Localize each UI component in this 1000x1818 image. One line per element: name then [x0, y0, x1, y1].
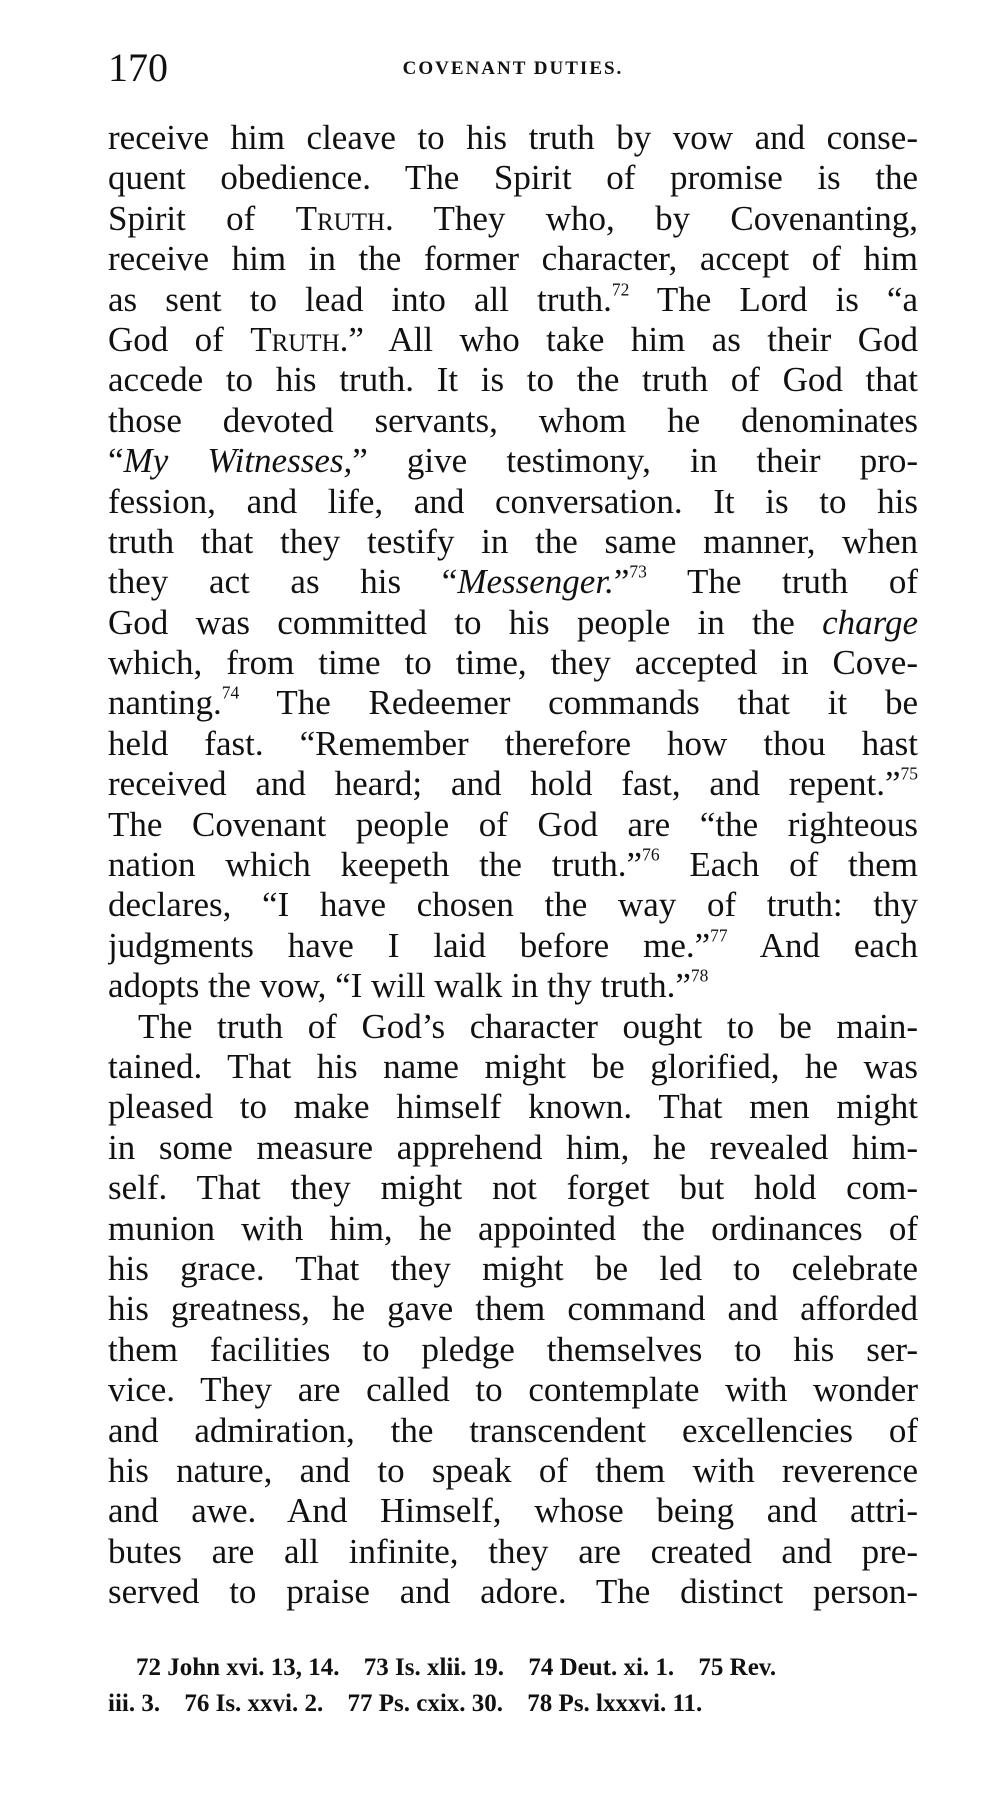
footnote-77: 77 Ps. cxix. 30. — [347, 1690, 504, 1717]
footnote-line — [108, 1686, 918, 1722]
text-line: his greatness, he gave them command and afforded — [108, 1289, 918, 1329]
italic-phrase: My Witnesses, — [123, 441, 353, 481]
italic-phrase: Messenger. — [457, 562, 614, 602]
footnote-74: 74 Deut. xi. 1. — [528, 1654, 675, 1681]
text-line: nation which keepeth the truth.”$^{76}$ Each of them — [108, 845, 918, 885]
text-line: truth that they testify in the same manner, when — [108, 521, 918, 561]
footnotes — [108, 1650, 918, 1722]
italic-phrase: charge — [822, 602, 918, 642]
text-line: The truth of God’s character ought to be main- — [138, 1006, 918, 1046]
text-line: they act as his “Messenger.”$^{73}$ The truth of — [108, 562, 918, 602]
footnote-ref: 75 — [900, 764, 918, 784]
text-line: and awe. And Himself, whose being and attri- — [108, 1491, 918, 1531]
footnote-ref: 72 — [611, 279, 630, 299]
text-line: accede to his truth. It is to the truth of God that — [108, 360, 918, 400]
text-line: pleased to make himself known. That men might — [108, 1087, 918, 1127]
text-line: self. That they might not forget but hold com- — [108, 1168, 918, 1208]
text-line: declares, “I have chosen the way of truth: thy — [108, 885, 918, 925]
text-line: receive him in the former character, accept of him — [108, 239, 918, 279]
text-line: nanting.$^{74}$ The Redeemer commands that it be — [108, 683, 918, 723]
text-line: tained. That his name might be glorified, he was — [108, 1046, 918, 1086]
text-line: served to praise and adore. The distinct person- — [108, 1572, 918, 1612]
footnote-ref: 77 — [710, 925, 728, 946]
text-line: his nature, and to speak of them with reverence — [108, 1450, 918, 1490]
small-caps-word: Truth — [295, 198, 386, 238]
text-line: The Covenant people of God are “the righteous — [108, 804, 918, 844]
text-line: in some measure apprehend him, he revealed him- — [108, 1127, 918, 1167]
footnote-75: 75 Rev. — [698, 1654, 777, 1681]
footnote-ref: 73 — [629, 562, 647, 582]
page-header — [108, 42, 918, 94]
footnote-73: 73 Is. xlii. 19. — [363, 1654, 505, 1681]
footnote-ref: 74 — [221, 683, 240, 703]
text-line: them facilities to pledge themselves to his ser- — [108, 1329, 918, 1369]
text-line: butes are all infinite, they are created and pre- — [108, 1531, 918, 1571]
small-caps-word: Truth — [250, 319, 340, 359]
text-line: judgments have I laid before me.”$^{77}$ And each — [108, 925, 918, 965]
text-line: quent obedience. The Spirit of promise is the — [108, 158, 918, 198]
text-line: and admiration, the transcendent excellencies of — [108, 1410, 918, 1450]
footnote-75-cont: iii. 3. — [108, 1690, 161, 1717]
footnote-ref: 78 — [690, 965, 709, 986]
running-head: COVENANT DUTIES. — [402, 58, 624, 79]
text-line: munion with him, he appointed the ordinances of — [108, 1208, 918, 1248]
text-line: Spirit of Truth. They who, by Covenanting, — [108, 198, 918, 238]
page-number: 170 — [108, 45, 168, 90]
text-line: God of Truth.” All who take him as their God — [108, 319, 918, 359]
text-line: God was committed to his people in the charge — [108, 602, 918, 642]
text-line: his grace. That they might be led to celebrate — [108, 1248, 918, 1288]
text-line: those devoted servants, whom he denominates — [108, 400, 918, 440]
text-line: “My Witnesses,” give testimony, in their pro- — [108, 441, 918, 481]
footnote-76: 76 Is. xxvi. 2. — [184, 1690, 324, 1717]
text-line: as sent to lead into all truth.$^{72}$ The Lord is “a — [108, 279, 918, 319]
text-line: which, from time to time, they accepted in Cove- — [108, 643, 918, 683]
footnote-ref: 76 — [642, 845, 660, 865]
body-text — [108, 118, 918, 1612]
text-line: fession, and life, and conversation. It is to his — [108, 481, 918, 521]
text-line: vice. They are called to contemplate with wonder — [108, 1370, 918, 1410]
footnote-line — [108, 1650, 918, 1686]
text-line: receive him cleave to his truth by vow and conse- — [108, 118, 918, 157]
text-line: received and heard; and hold fast, and repent.”$^{75}$ — [108, 764, 918, 804]
text-line: adopts the vow, “I will walk in thy truth.”$^{78}$ — [108, 965, 709, 1006]
footnote-72: 72 John xvi. 13, 14. — [136, 1654, 340, 1681]
footnote-78: 78 Ps. lxxxvi. 11. — [527, 1690, 703, 1717]
text-line: held fast. “Remember therefore how thou hast — [108, 723, 918, 763]
